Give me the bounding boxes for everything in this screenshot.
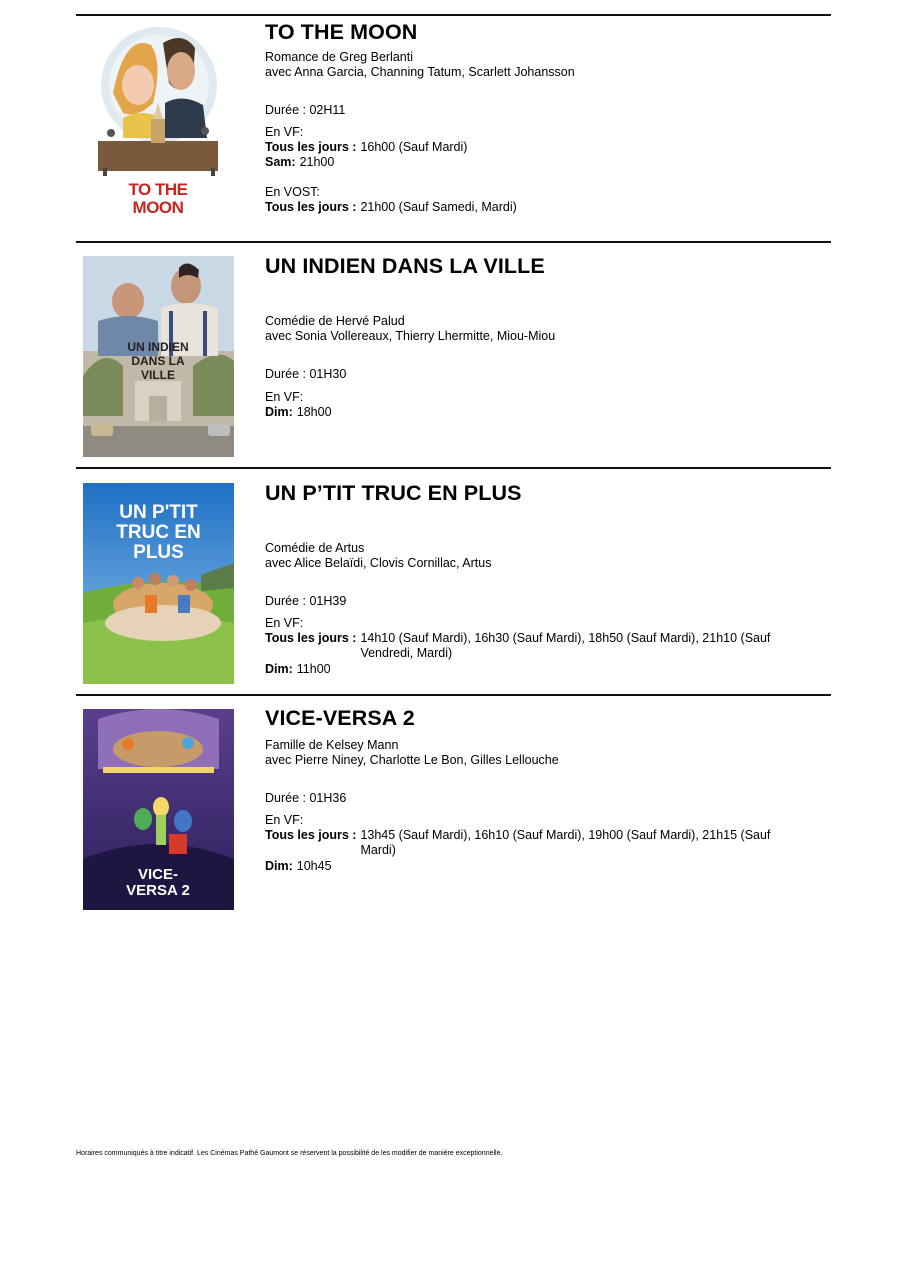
cast: avec Pierre Niney, Charlotte Le Bon, Gilles Lellouche xyxy=(265,753,559,767)
showtime-day: Dim: xyxy=(265,859,293,873)
showtime-row xyxy=(265,859,707,874)
duration: Durée : 02H11 xyxy=(265,103,346,117)
duration: Durée : 01H39 xyxy=(265,594,347,608)
showtime-row xyxy=(265,405,707,420)
footer-disclaimer: Horaires communiqués à titre indicatif. Les Cinémas Pathé Gaumont se réservent la possibilité de les modifier de manière exceptionnelle. xyxy=(76,1150,503,1157)
movie-title: UN INDIEN DANS LA VILLE xyxy=(265,254,545,278)
genre-director: Famille de Kelsey Mann xyxy=(265,738,399,752)
showtime-times: 18h00 xyxy=(296,405,332,419)
showtime-row xyxy=(265,662,707,677)
cast: avec Anna Garcia, Channing Tatum, Scarlett Johansson xyxy=(265,65,575,79)
poster-un-indien-dans-la-ville xyxy=(83,256,234,457)
showtime-row xyxy=(265,200,770,215)
showtime-times: 21h00 xyxy=(299,155,335,169)
separator xyxy=(76,694,831,696)
showtime-day: Tous les jours : xyxy=(265,200,357,214)
vf-label: En VF: xyxy=(265,390,304,404)
showtime-day: Dim: xyxy=(265,405,293,419)
poster-title-text: VICE-VERSA 2 xyxy=(126,866,190,899)
showtime-day: Tous les jours : xyxy=(265,140,357,154)
showtime-times: 21h00 (Sauf Samedi, Mardi) xyxy=(360,200,517,214)
separator xyxy=(76,14,831,16)
cast: avec Alice Belaïdi, Clovis Cornillac, Artus xyxy=(265,556,492,570)
vf-label: En VF: xyxy=(265,616,304,630)
showtime-day: Dim: xyxy=(265,662,293,676)
showtime-row xyxy=(265,140,770,155)
movie-title: VICE-VERSA 2 xyxy=(265,706,415,730)
showtime-day: Tous les jours : xyxy=(265,828,357,842)
movie-entry-un-ptit-truc-en-plus xyxy=(76,483,831,688)
genre-director: Romance de Greg Berlanti xyxy=(265,50,413,64)
movie-entry-to-the-moon xyxy=(76,22,831,232)
poster-vice-versa-2 xyxy=(83,709,234,910)
showtime-times: 11h00 xyxy=(296,662,331,676)
showtime-row xyxy=(265,155,710,170)
vf-label: En VF: xyxy=(265,125,304,139)
genre-director: Comédie de Artus xyxy=(265,541,365,555)
showtime-row xyxy=(265,828,770,858)
movie-entry-vice-versa-2 xyxy=(76,708,831,913)
poster-to-the-moon xyxy=(83,23,234,224)
duration: Durée : 01H36 xyxy=(265,791,347,805)
duration: Durée : 01H30 xyxy=(265,367,347,381)
movie-entry-un-indien-dans-la-ville xyxy=(76,256,831,461)
separator xyxy=(76,467,831,469)
poster-title-text: UN P'TIT TRUC EN PLUS xyxy=(116,502,201,563)
movie-title: UN P’TIT TRUC EN PLUS xyxy=(265,481,522,505)
showtime-times: 16h00 (Sauf Mardi) xyxy=(360,140,468,154)
showtime-times: 14h10 (Sauf Mardi), 16h30 (Sauf Mardi), 18h50 (Sauf Mardi), 21h10 (Sauf Vendredi, Mardi) xyxy=(360,631,771,660)
showtime-times: 10h45 xyxy=(296,859,332,873)
movie-title: TO THE MOON xyxy=(265,20,418,44)
cast: avec Sonia Vollereaux, Thierry Lhermitte, Miou-Miou xyxy=(265,329,556,343)
vf-label: En VF: xyxy=(265,813,304,827)
separator xyxy=(76,241,831,243)
genre-director: Comédie de Hervé Palud xyxy=(265,314,405,328)
vost-label: En VOST: xyxy=(265,185,320,199)
showtime-day: Sam: xyxy=(265,155,296,169)
poster-title-text: UN INDIEN DANS LA VILLE xyxy=(127,340,189,382)
showtime-row xyxy=(265,631,770,661)
poster-title-text: TO THE MOON xyxy=(128,180,188,217)
showtime-times: 13h45 (Sauf Mardi), 16h10 (Sauf Mardi), 19h00 (Sauf Mardi), 21h15 (Sauf Mardi) xyxy=(360,828,771,857)
showtime-day: Tous les jours : xyxy=(265,631,357,645)
poster-un-ptit-truc-en-plus xyxy=(83,483,234,684)
